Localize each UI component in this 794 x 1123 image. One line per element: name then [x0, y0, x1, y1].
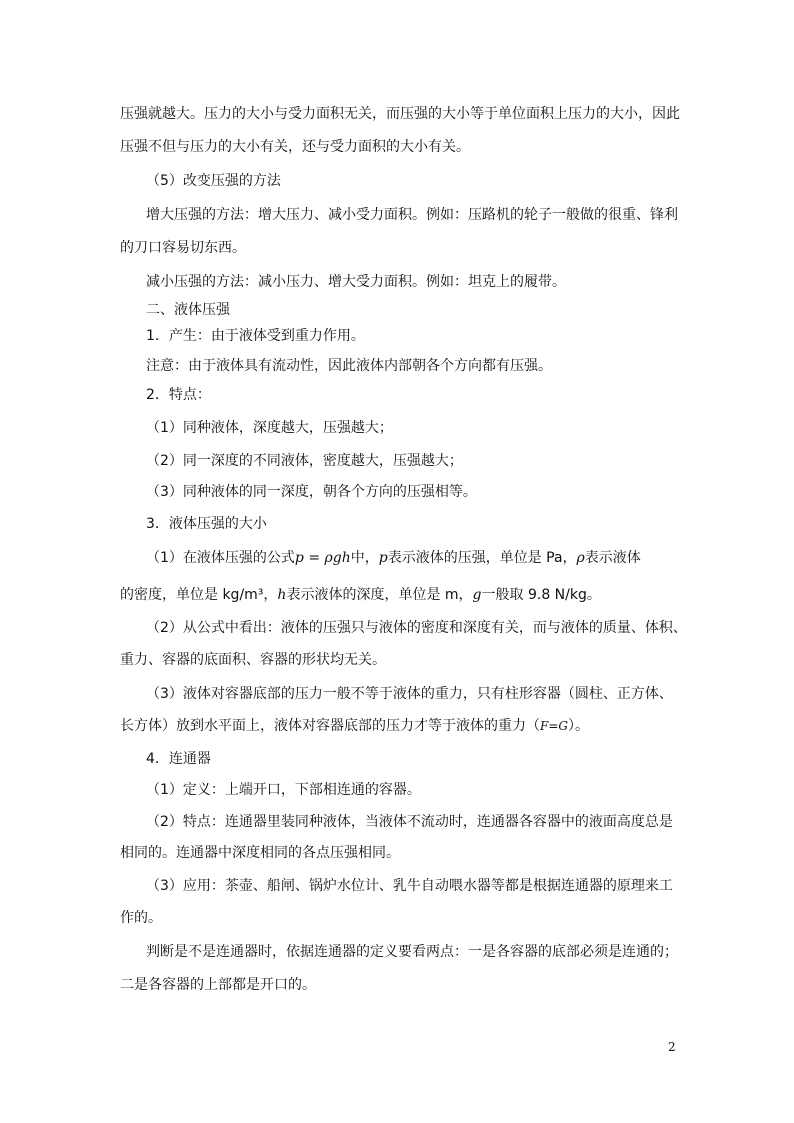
- paragraph-line: 1．产生：由于液体受到重力作用。: [146, 328, 365, 344]
- formula-line-text: （1）在液体压强的公式: [146, 550, 295, 566]
- fg-line: [120, 716, 589, 736]
- formula-line: [146, 548, 641, 568]
- paragraph-line: 注意：由于液体具有流动性，因此液体内部朝各个方向都有压强。: [146, 358, 552, 374]
- fg-line-text: ）。: [567, 718, 589, 734]
- paragraph-line: 压强不但与压力的大小有关，还与受力面积的大小有关。: [120, 139, 470, 155]
- list-item: （2）同一深度的不同液体，密度越大，压强越大；: [146, 453, 463, 469]
- paragraph-line: 二是各容器的上部都是开口的。: [120, 977, 316, 993]
- section-heading: 4．连通器: [146, 751, 211, 767]
- paragraph-line: 的刀口容易切东西。: [120, 240, 246, 256]
- variable-rho: ρ: [576, 550, 585, 566]
- paragraph-line: 重力、容器的底面积、容器的形状均无关。: [120, 652, 386, 668]
- section-heading: 2．特点：: [146, 387, 211, 403]
- list-item: （3）同种液体的同一深度，朝各个方向的压强相等。: [146, 484, 477, 500]
- density-line-text: 表示液体的深度，单位是 m，: [286, 587, 473, 603]
- force-equals-gravity: F=G: [540, 719, 568, 733]
- paragraph-line: 判断是不是连通器时，依据连通器的定义要看两点：一是各容器的底部必须是连通的；: [146, 944, 678, 960]
- list-item: （3）应用：茶壶、船闸、锅炉水位计、乳牛自动喂水器等都是根据连通器的原理来工: [146, 878, 673, 894]
- variable-h: h: [277, 587, 287, 603]
- density-line: [120, 585, 601, 605]
- density-line-text: 的密度，单位是 kg/m³，: [120, 587, 278, 603]
- variable-g: g: [472, 587, 482, 603]
- paragraph-line: 减小压强的方法：减小压力、增大受力面积。例如：坦克上的履带。: [146, 274, 566, 290]
- list-item: （2）特点：连通器里装同种液体，当液体不流动时，连通器各容器中的液面高度总是: [146, 814, 673, 830]
- list-item: （1）同种液体，深度越大，压强越大；: [146, 420, 393, 436]
- section-heading: 3．液体压强的大小: [146, 516, 267, 532]
- fg-line-text: 长方体）放到水平面上，液体对容器底部的压力才等于液体的重力（: [120, 718, 540, 734]
- pressure-formula: p = ρgh: [294, 550, 351, 566]
- variable-p: p: [378, 550, 388, 566]
- paragraph-line: 增大压强的方法：增大压力、减小受力面积。例如：压路机的轮子一般做的很重、锋利: [146, 207, 678, 223]
- formula-line-text: 中，: [350, 550, 379, 566]
- formula-line-text: 表示液体的压强，单位是 Pa，: [387, 550, 577, 566]
- page-number: 2: [668, 1040, 676, 1054]
- paragraph-line: 压强就越大。压力的大小与受力面积无关，而压强的大小等于单位面积上压力的大小，因此: [120, 106, 680, 122]
- section-heading: 二、液体压强: [146, 302, 230, 318]
- density-line-text: 一般取 9.8 N/kg。: [481, 587, 601, 603]
- section-heading: （5）改变压强的方法: [146, 173, 281, 189]
- paragraph-line: 作的。: [120, 910, 162, 926]
- paragraph-line: （2）从公式中看出：液体的压强只与液体的密度和深度有关，而与液体的质量、体积、: [146, 620, 687, 636]
- formula-line-text: 表示液体: [584, 550, 641, 566]
- paragraph-line: 相同的。连通器中深度相同的各点压强相同。: [120, 845, 400, 861]
- paragraph-line: （3）液体对容器底部的压力一般不等于液体的重力，只有柱形容器（圆柱、正方体、: [146, 686, 673, 702]
- list-item: （1）定义：上端开口，下部相连通的容器。: [146, 782, 421, 798]
